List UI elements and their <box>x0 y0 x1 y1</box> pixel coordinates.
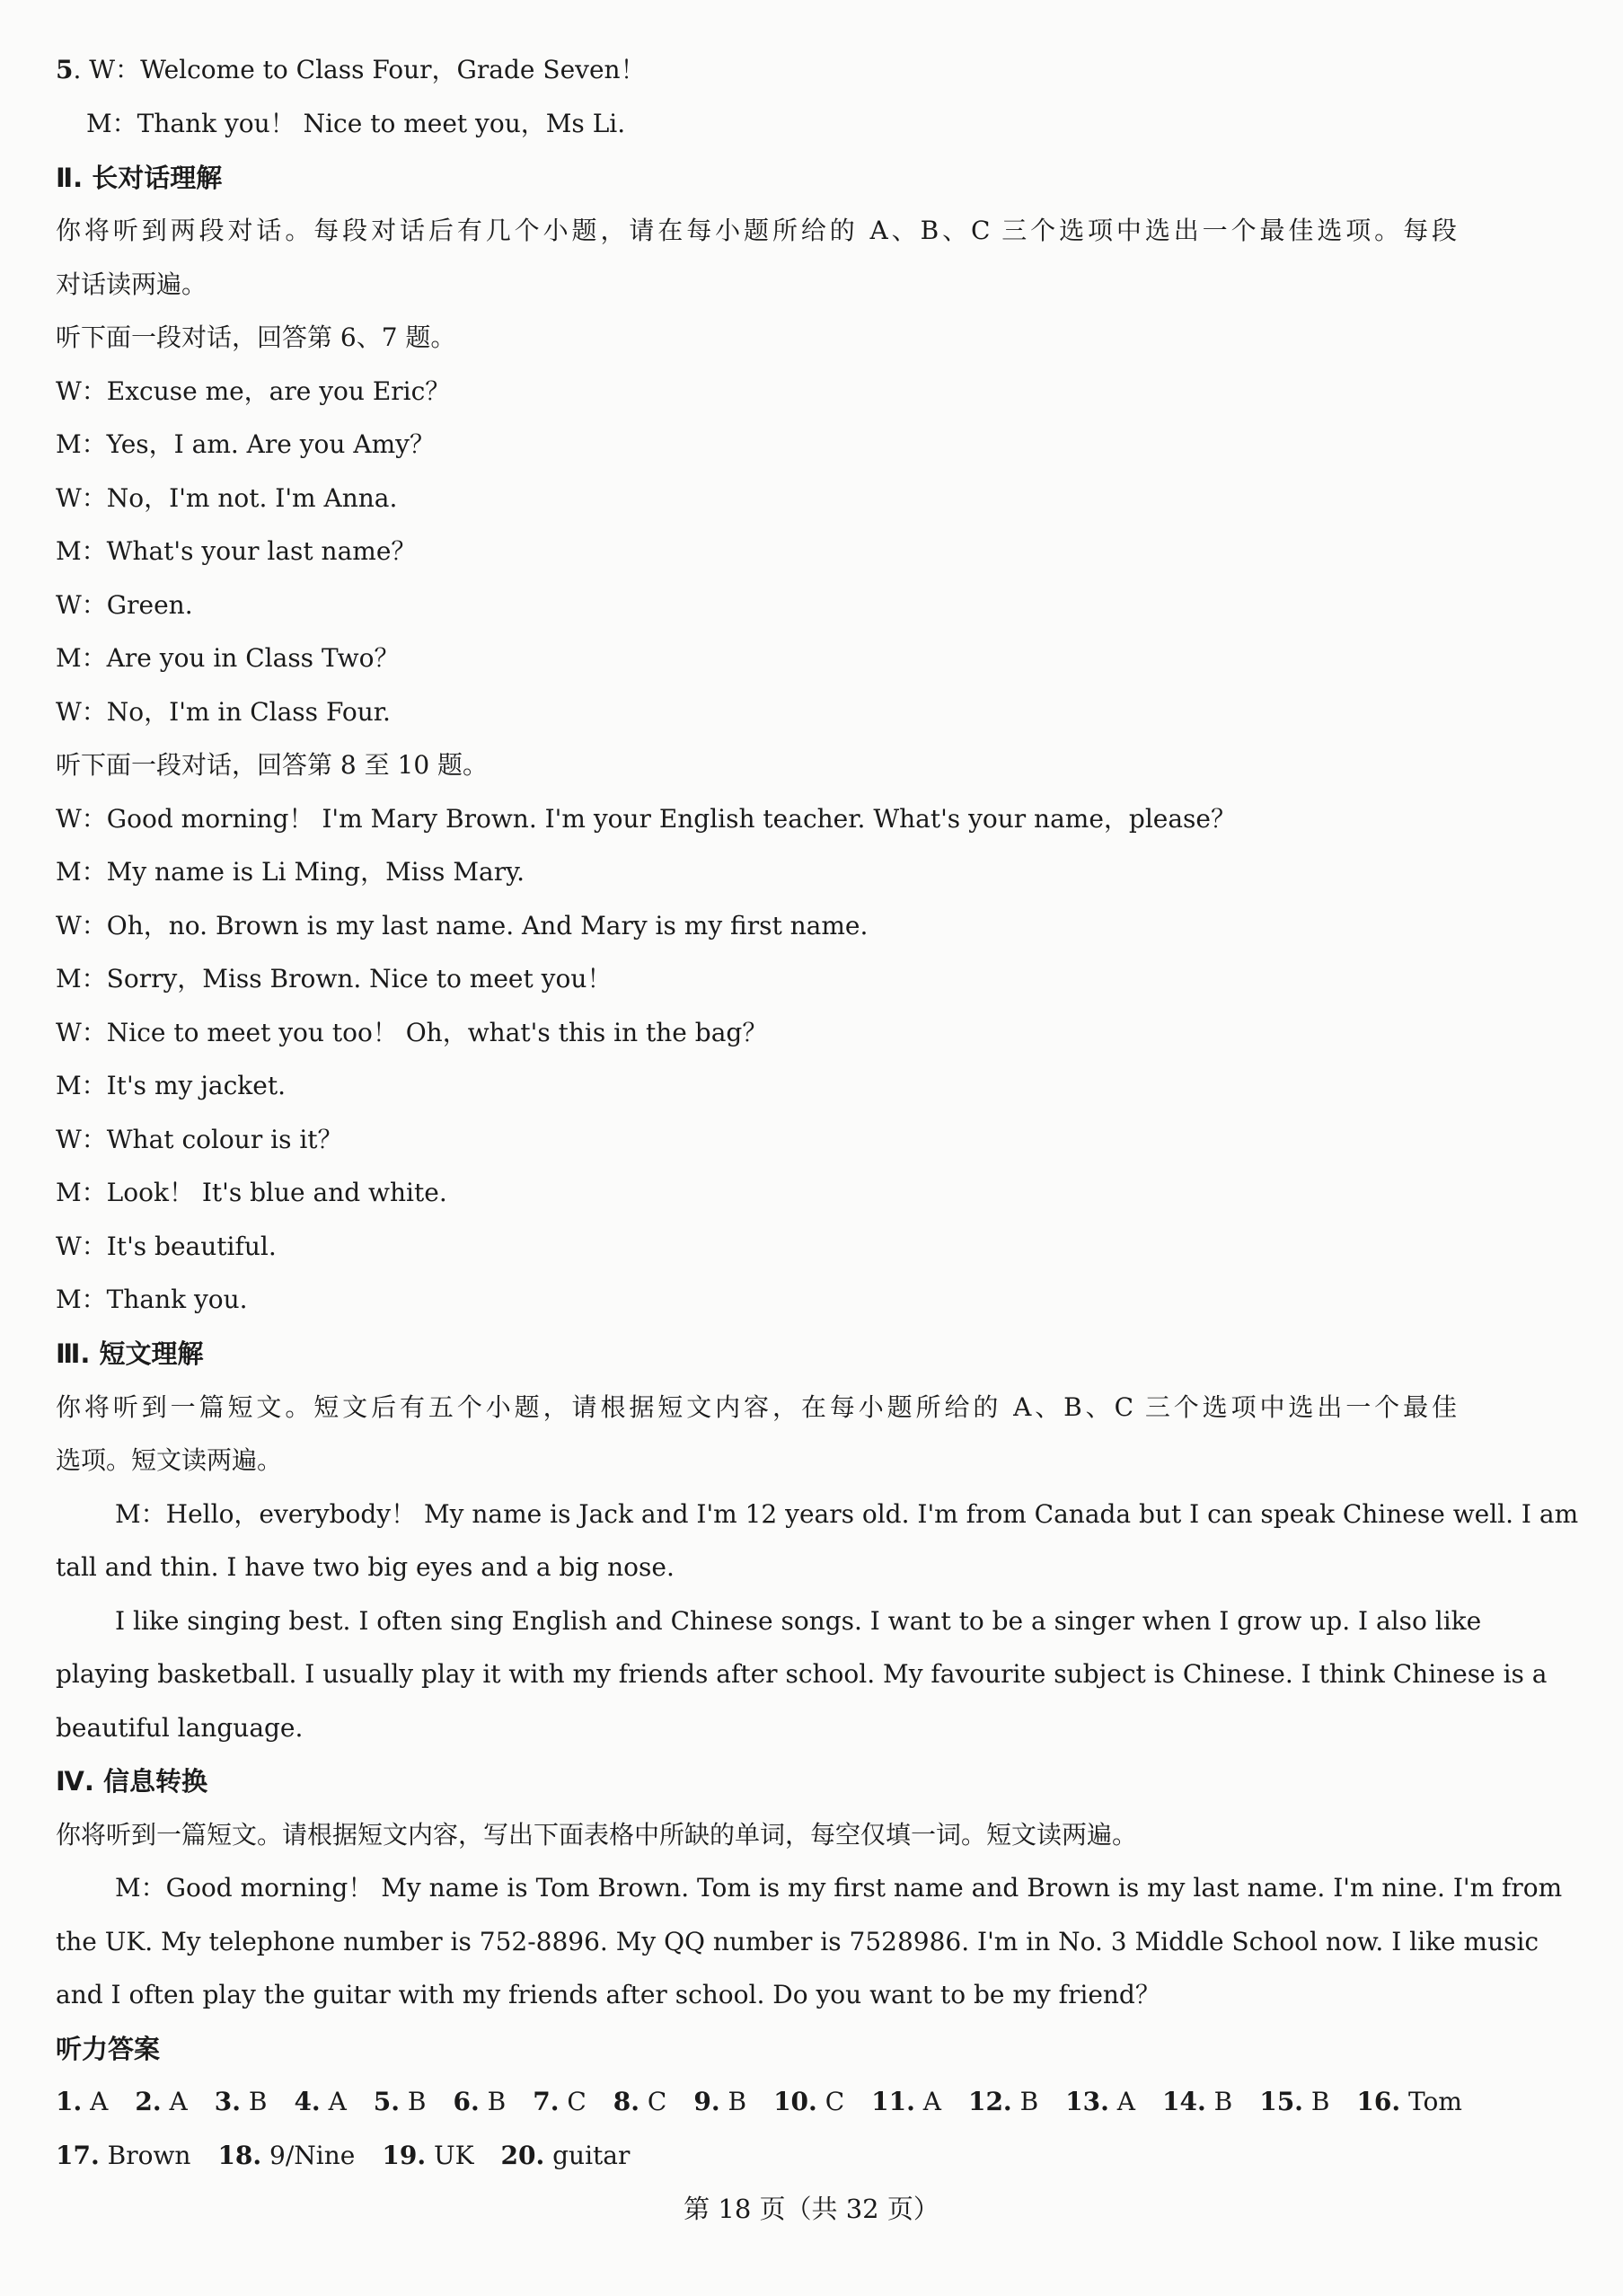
dialog2-line: M：Look！ It's blue and white. <box>56 1178 447 1207</box>
answer-value: guitar <box>544 2141 631 2170</box>
answers-title: 听力答案 <box>56 2034 161 2064</box>
answer-number: 13. <box>1065 2087 1109 2116</box>
section3-para2-line: playing basketball. I usually play it with my friends after school. My favourite subject is Chinese. I think Chinese is a <box>56 1659 1548 1689</box>
answers-row-1 <box>56 2084 1489 2120</box>
answer-item <box>1065 2087 1135 2116</box>
answer-item <box>56 2087 108 2116</box>
section3-title: Ⅲ. 短文理解 <box>56 1338 204 1369</box>
dialog2-line: W：Good morning！ I'm Mary Brown. I'm your English teacher. What's your name，please？ <box>56 804 1236 834</box>
page-footer: 第 18 页（共 32 页） <box>684 2194 939 2224</box>
answer-number: 1. <box>56 2087 83 2116</box>
answer-number: 5. <box>373 2087 401 2116</box>
answer-value: UK <box>426 2141 474 2170</box>
answer-value: C <box>816 2087 845 2116</box>
answer-item <box>968 2087 1038 2116</box>
answer-number: 11. <box>871 2087 915 2116</box>
dialog2-line: M：It's my jacket. <box>56 1071 286 1100</box>
answer-value: C <box>559 2087 587 2116</box>
answer-item <box>215 2087 268 2116</box>
section2-instr-2: 对话读两遍。 <box>56 269 207 299</box>
q5-m-line: M：Thank you！ Nice to meet you，Ms Li. <box>86 109 626 138</box>
answer-value: Tom <box>1400 2087 1462 2116</box>
section4-title: Ⅳ. 信息转换 <box>56 1766 207 1797</box>
answer-item <box>454 2087 507 2116</box>
answer-value: B <box>1302 2087 1330 2116</box>
answer-number: 16. <box>1356 2087 1401 2116</box>
answer-item <box>382 2141 473 2170</box>
answer-item <box>1259 2087 1329 2116</box>
answer-value: A <box>82 2087 109 2116</box>
answer-number: 19. <box>382 2141 427 2170</box>
answer-value: B <box>240 2087 268 2116</box>
answer-number: 17. <box>56 2141 100 2170</box>
section3-para2-line: beautiful language. <box>56 1713 304 1743</box>
dialog2-intro: 听下面一段对话，回答第 8 至 10 题。 <box>56 750 489 780</box>
dialog2-line: M：Sorry，Miss Brown. Nice to meet you！ <box>56 964 613 993</box>
answer-value: A <box>320 2087 347 2116</box>
dialog1-line: M：Are you in Class Two？ <box>56 643 400 673</box>
answer-number: 14. <box>1162 2087 1206 2116</box>
answer-value: A <box>914 2087 941 2116</box>
section4-para-line: M：Good morning！ My name is Tom Brown. Tom is my first name and Brown is my last name. I'm nine. I'm from <box>115 1873 1563 1903</box>
answer-item <box>693 2087 746 2116</box>
dialog2-line: W：What colour is it？ <box>56 1125 343 1154</box>
answer-item <box>135 2087 187 2116</box>
section3-para2-line: I like singing best. I often sing English and Chinese songs. I want to be a singer when I grow up. I also like <box>115 1606 1482 1636</box>
section3-instr-1: 你将听到一篇短文。短文后有五个小题，请根据短文内容，在每小题所给的 A、B、C 三个选项中选出一个最佳 <box>56 1392 1457 1422</box>
section4-para-line: and I often play the guitar with my friends after school. Do you want to be my friend？ <box>56 1980 1160 2009</box>
answer-number: 7. <box>533 2087 560 2116</box>
answer-number: 9. <box>693 2087 720 2116</box>
answers-row-2 <box>56 2138 657 2174</box>
section4-para-line: the UK. My telephone number is 752-8896. My QQ number is 7528986. I'm in No. 3 Middle School now. I like music <box>56 1927 1539 1956</box>
answer-value: B <box>1205 2087 1233 2116</box>
q5-w-text: . <box>73 55 90 84</box>
answer-number: 12. <box>967 2087 1012 2116</box>
section4-instr: 你将听到一篇短文。请根据短文内容，写出下面表格中所缺的单词，每空仅填一词。短文读两遍。 <box>56 1820 1138 1850</box>
section3-para1-line: M：Hello，everybody！ My name is Jack and I'm 12 years old. I'm from Canada but I can speak Chinese well. I am <box>115 1499 1579 1529</box>
answer-number: 18. <box>217 2141 262 2170</box>
answer-value: B <box>719 2087 747 2116</box>
answer-item <box>294 2087 346 2116</box>
dialog2-line: W：It's beautiful. <box>56 1232 277 1261</box>
dialog2-line: M：My name is Li Ming，Miss Mary. <box>56 857 525 887</box>
dialog2-line: W：Oh，no. Brown is my last name. And Mary is my first name. <box>56 911 869 940</box>
section2-title: Ⅱ. 长对话理解 <box>56 163 223 193</box>
answer-item <box>501 2141 631 2170</box>
answer-value: B <box>400 2087 427 2116</box>
answer-value: B <box>1011 2087 1039 2116</box>
answer-item <box>613 2087 667 2116</box>
dialog2-line: W：Nice to meet you too！ Oh，what's this in the bag？ <box>56 1018 768 1047</box>
answer-number: 8. <box>613 2087 640 2116</box>
answer-value: Brown <box>99 2141 191 2170</box>
section2-instr-1: 你将听到两段对话。每段对话后有几个小题，请在每小题所给的 A、B、C 三个选项中选出一个最佳选项。每段 <box>56 216 1457 245</box>
answer-value: 9/Nine <box>261 2141 356 2170</box>
answer-number: 6. <box>453 2087 480 2116</box>
answer-number: 3. <box>214 2087 241 2116</box>
answer-item <box>1356 2087 1462 2116</box>
answer-item <box>533 2087 587 2116</box>
answer-value: C <box>639 2087 667 2116</box>
q5-number: 5 <box>56 55 74 84</box>
dialog1-line: M：Yes，I am. Are you Amy？ <box>56 429 435 459</box>
answer-number: 15. <box>1259 2087 1303 2116</box>
section3-para1-line: tall and thin. I have two big eyes and a big nose. <box>56 1552 675 1582</box>
answer-number: 4. <box>294 2087 321 2116</box>
answer-value: B <box>479 2087 507 2116</box>
answer-item <box>1162 2087 1232 2116</box>
q5-w-line <box>56 52 646 88</box>
answer-number: 10. <box>773 2087 817 2116</box>
dialog2-line: M：Thank you. <box>56 1285 248 1314</box>
answer-item <box>217 2141 355 2170</box>
answer-value: A <box>161 2087 188 2116</box>
answer-number: 20. <box>500 2141 545 2170</box>
answer-item <box>56 2141 190 2170</box>
dialog1-line: W：Green. <box>56 590 193 620</box>
answer-number: 2. <box>135 2087 162 2116</box>
dialog1-line: W：No，I'm not. I'm Anna. <box>56 483 398 513</box>
dialog1-line: M：What's your last name？ <box>56 536 417 566</box>
dialog1-line: W：Excuse me，are you Eric？ <box>56 376 451 406</box>
answer-item <box>374 2087 427 2116</box>
dialog1-intro: 听下面一段对话，回答第 6、7 题。 <box>56 322 456 352</box>
answer-item <box>773 2087 844 2116</box>
q5-w-dialog: W：Welcome to Class Four，Grade Seven！ <box>89 55 646 84</box>
answer-item <box>871 2087 941 2116</box>
answer-value: A <box>1108 2087 1136 2116</box>
dialog1-line: W：No，I'm in Class Four. <box>56 697 391 727</box>
section3-instr-2: 选项。短文读两遍。 <box>56 1445 283 1475</box>
